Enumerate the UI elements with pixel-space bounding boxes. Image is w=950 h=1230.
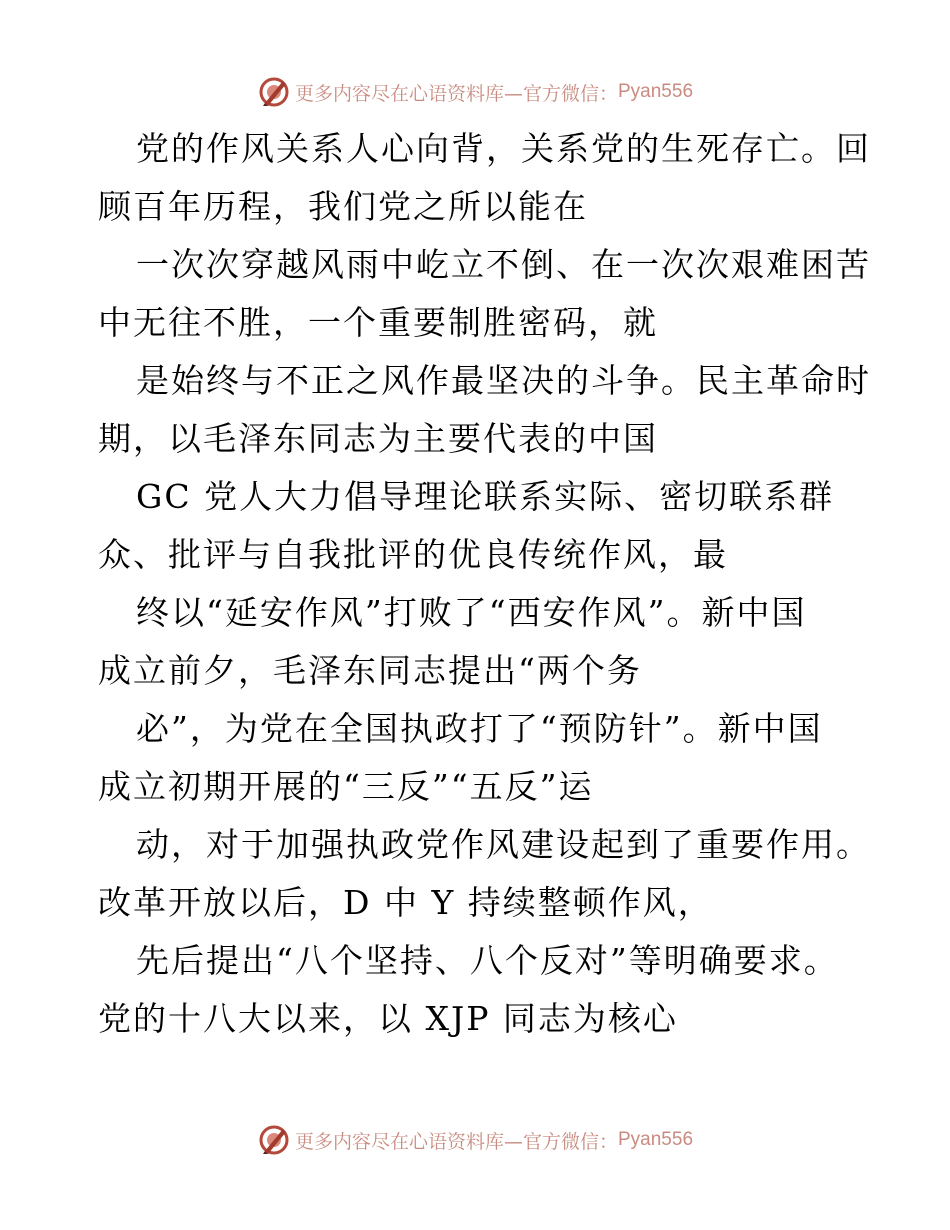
paragraph <box>98 584 858 700</box>
text-line: 一次次穿越风雨中屹立不倒、在一次次艰难困苦 <box>136 245 871 284</box>
text-line: 党的作风关系人心向背，关系党的生死存亡。回 <box>136 129 871 168</box>
text-line: 期，以毛泽东同志为主要代表的中国 <box>98 419 658 458</box>
text-line: 顾百年历程，我们党之所以能在 <box>98 187 588 226</box>
paragraph <box>98 236 871 352</box>
paragraph <box>98 352 871 468</box>
pen-logo-icon <box>257 75 291 109</box>
paragraph <box>98 700 858 816</box>
text-line: GC 党人大力倡导理论联系实际、密切联系群 <box>136 477 835 516</box>
text-line: 是始终与不正之风作最坚决的斗争。民主革命时 <box>136 361 871 400</box>
text-line: 改革开放以后，D 中 Y 持续整顿作风， <box>98 883 713 922</box>
text-line: 众、批评与自我批评的优良传统作风，最 <box>98 535 728 574</box>
document-body <box>98 120 871 1048</box>
text-line: 必”，为党在全国执政打了“预防针”。新中国 <box>136 709 823 748</box>
watermark-wechat-id: Pyan556 <box>618 81 694 102</box>
header-watermark <box>0 72 950 112</box>
text-line: 党的十八大以来，以 XJP 同志为核心 <box>98 999 678 1038</box>
paragraph <box>98 816 871 932</box>
paragraph <box>98 120 871 236</box>
watermark-text: 更多内容尽在心语资料库—官方微信： <box>294 1130 618 1153</box>
text-line: 成立初期开展的“三反”“五反”运 <box>98 767 594 806</box>
watermark-text: 更多内容尽在心语资料库—官方微信： <box>294 82 618 105</box>
watermark-wechat-id: Pyan556 <box>618 1129 694 1150</box>
text-line: 动，对于加强执政党作风建设起到了重要作用。 <box>136 825 871 864</box>
text-line: 成立前夕，毛泽东同志提出“两个务 <box>98 651 642 690</box>
paragraph <box>98 932 858 1048</box>
text-line: 中无往不胜，一个重要制胜密码，就 <box>98 303 658 342</box>
pen-logo-icon <box>257 1123 291 1157</box>
text-line: 终以“延安作风”打败了“西安作风”。新中国 <box>136 593 807 632</box>
text-line: 先后提出“八个坚持、八个反对”等明确要求。 <box>136 941 839 980</box>
paragraph <box>98 468 858 584</box>
footer-watermark <box>0 1120 950 1160</box>
